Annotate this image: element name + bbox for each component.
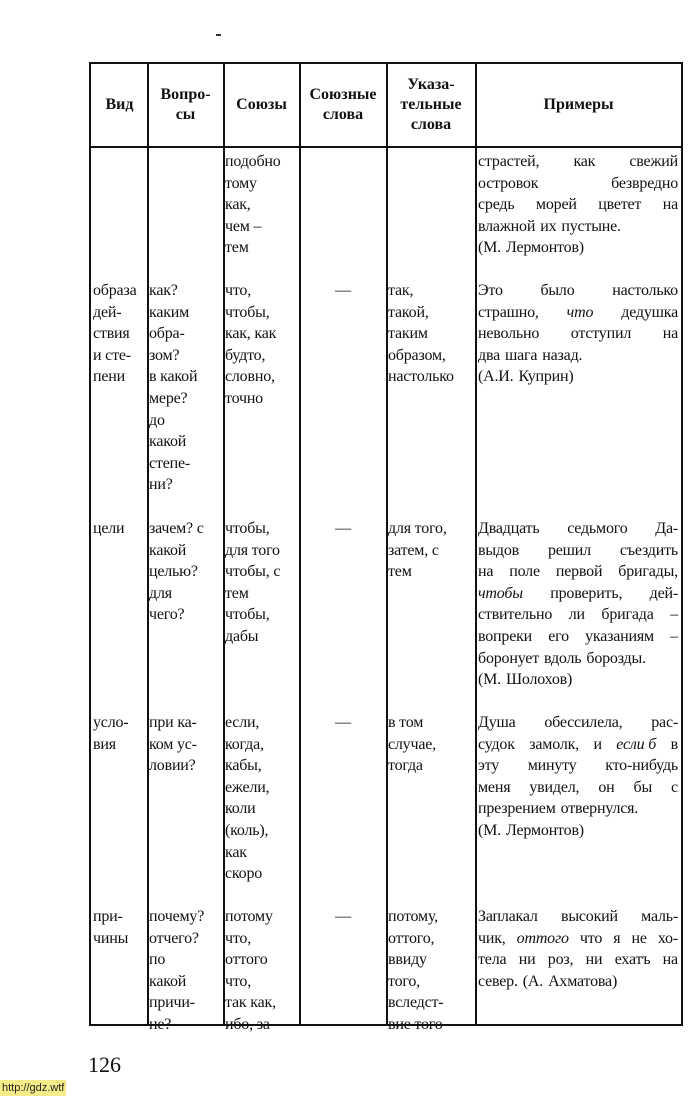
example-line [478,345,678,367]
word: увидел, [529,778,580,796]
row-2-soyuzy: чтобы, для того чтобы, с тем чтобы, дабы [225,520,281,645]
word: Заплакал [478,908,538,925]
word: (М. [478,821,501,839]
scan-mark [216,34,221,36]
header-soyuznye: Союзные слова [309,86,377,123]
word: (М. [478,239,501,257]
example-line [478,583,678,605]
word: и [593,735,602,753]
word: Да- [655,520,678,537]
word: минуту [527,757,577,775]
row-3-soyuzy: если, когда, кабы, ежели, коли (коль), как скоро [225,714,270,883]
word: влажной [478,217,536,235]
watermark-link[interactable]: http://gdz.wtf [2,1082,65,1094]
word: как [573,153,596,170]
word: съездить [619,541,678,559]
column-divider [475,64,477,1024]
word: Это [478,282,503,299]
example-line [478,216,678,238]
word: Лермонтов) [505,821,584,839]
example-line [478,323,678,345]
word: презрением [478,800,556,818]
example-line [478,518,678,540]
word: боронует [478,649,539,667]
example-line [478,669,678,691]
word: не [631,929,647,947]
example-line [478,302,678,324]
word: два [478,346,500,364]
row-3-soyuznye: — [335,714,351,731]
row-1-ukazatelnye: так, такой, таким образом, настолько [388,282,454,386]
word: (М. [478,671,501,689]
emphasized-word: что [566,303,594,321]
word: что [579,929,603,947]
header-vid: Вид [105,96,134,113]
word: – [670,627,678,645]
word: отвернулся. [560,800,639,818]
word: меня [478,778,511,796]
example-line [478,194,678,216]
word: судок [478,735,515,753]
word: Шолохов) [505,671,573,689]
word: маль- [641,908,678,925]
header-voprosy: Вопро- сы [160,86,211,123]
word: он [598,778,615,796]
word: на [662,325,678,343]
row-2-ukazatelnye: для того, затем, с тем [388,520,447,581]
row-3-example [478,712,678,842]
example-line [478,173,678,195]
example-line [478,949,678,971]
word: Лермонтов) [505,239,584,257]
word: средь [478,196,515,214]
word: назад. [542,346,583,364]
word: бригады, [618,563,678,581]
word: борозды. [586,649,646,667]
word: островок [478,174,539,192]
example-line [478,280,678,302]
example-line [478,906,678,928]
row-3-voprosy: при ка- ком ус- ловии? [149,714,197,775]
row-4-ukazatelnye: потому, оттого, ввиду того, вследст- вие того [388,908,444,1033]
row-4-example [478,906,678,992]
word: ствительно [478,606,553,624]
example-line [478,928,678,950]
emphasized-word: оттого [516,929,569,947]
word: Куприн) [518,368,574,386]
word: первой [555,563,603,581]
example-line [478,712,678,734]
word: – [670,606,678,624]
word: роз, [547,951,574,969]
word: указаниям [585,627,654,645]
header-ukazatelnye: Указа- тельные слова [400,76,462,133]
word: безвредно [611,174,678,192]
emphasized-word: если б [616,735,657,753]
word: (А.И. [478,368,514,386]
word: кто-нибудь [605,757,678,775]
row-3-ukazatelnye: в том случае, тогда [388,714,436,775]
word: хо- [657,929,678,947]
row-0-example [478,151,678,259]
row-4-soyuznye: — [335,908,351,925]
word: чик, [478,929,506,947]
word: вдоль [544,649,582,667]
word: Двадцать [478,520,540,537]
example-line [478,648,678,670]
word: рас- [651,714,678,731]
word: ли [568,606,585,624]
conjunctions-table [89,62,683,1033]
word: поле [509,563,540,581]
example-line [478,366,678,388]
word: их [540,217,557,235]
example-line [478,540,678,562]
example-line [478,734,678,756]
row-1-example [478,280,678,388]
example-line [478,626,678,648]
word: невольно [478,325,540,343]
word: с [671,778,678,796]
word: дедушка [621,303,678,321]
example-line [478,820,678,842]
word: север. [478,972,518,990]
word: страстей, [478,153,540,170]
word: настолько [612,282,678,299]
word: (А. [522,972,544,990]
word: его [548,627,569,645]
example-line [478,237,678,259]
example-line [478,755,678,777]
word: тела [478,951,507,969]
word: Ахматова) [548,972,618,990]
row-1-vid: образа дей- ствия и сте- пени [93,282,137,386]
row-1-soyuznye: — [335,282,351,299]
row-3-vid: усло- вия [93,714,129,753]
header-soyuzy: Союзы [236,96,287,113]
word: бригада [601,606,654,624]
example-line [478,971,678,993]
row-1-soyuzy: что, чтобы, как, как будто, словно, точно [225,282,277,407]
word: пустыне. [561,217,621,235]
page-number: 126 [88,1052,121,1077]
word: на [662,951,678,969]
word: эту [478,757,500,775]
word: отступил [570,325,632,343]
word: ни [518,951,536,969]
header-examples: Примеры [543,96,614,113]
example-line [478,151,678,173]
word: проверить, [550,584,623,602]
word: решил [547,541,591,559]
word: дей- [649,584,678,602]
row-2-example [478,518,678,691]
word: высокий [560,908,618,925]
word: я [613,929,621,947]
word: ехатъ [614,951,651,969]
row-2-soyuznye: — [335,520,351,537]
word: свежий [629,153,678,170]
word: на [662,196,678,214]
emphasized-word: чтобы [478,584,523,602]
column-divider [299,64,301,1024]
word: замолк, [529,735,579,753]
word: шага [505,346,538,364]
word: морей [535,196,577,214]
example-line [478,561,678,583]
example-line [478,798,678,820]
word: ни [585,951,603,969]
word: Душа [478,714,516,731]
word: было [540,282,575,299]
word: выдов [478,541,520,559]
row-0-soyuzy: подобно тому как, чем – тем [225,153,281,257]
word: на [478,563,494,581]
row-4-voprosy: почему? отчего? по какой причи- не? [149,908,205,1033]
word: цветет [598,196,642,214]
word: вопреки [478,627,533,645]
word: седьмого [567,520,628,537]
word: страшно, [478,303,539,321]
word: обессилела, [544,714,623,731]
row-4-vid: при- чины [93,908,129,947]
word: бы [633,778,653,796]
example-line [478,604,678,626]
row-4-soyuzy: потому что, оттого что, так как, ибо, за- [225,908,276,1033]
row-2-vid: цели [93,520,125,537]
row-2-voprosy: зачем? с какой целью? для чего? [149,520,204,624]
example-line [478,777,678,799]
word: в [670,735,678,753]
row-1-voprosy: как? каким обра- зом? в какой мере? до какой степе- ни? [149,282,198,494]
